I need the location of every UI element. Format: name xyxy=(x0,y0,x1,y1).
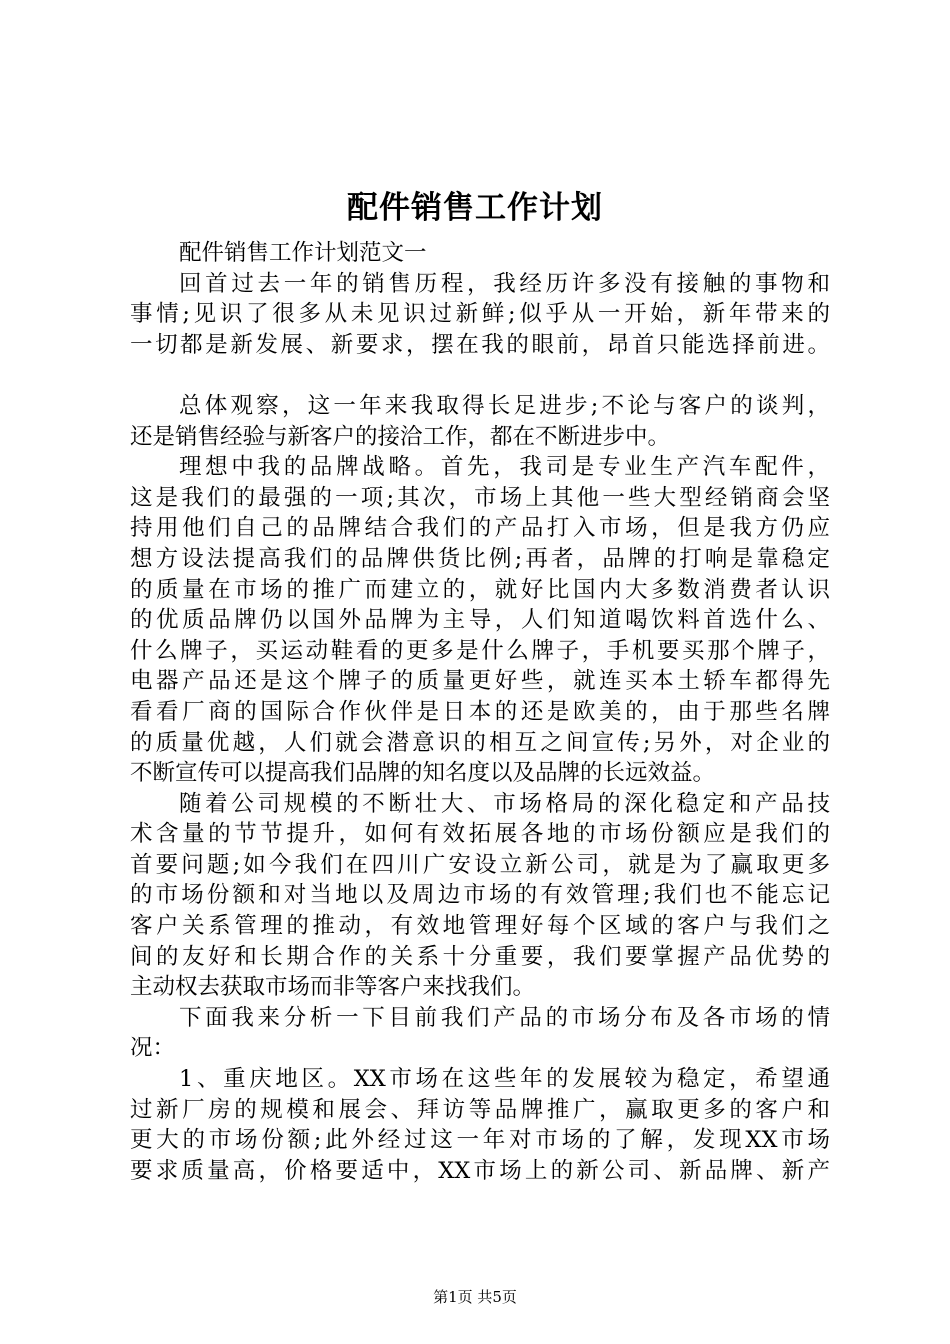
text-line: 的质量优越，人们就会潜意识的相互之间宣传;另外，对企业的 xyxy=(130,729,830,756)
text-line: 的市场份额和对当地以及周边市场的有效管理;我们也不能忘记 xyxy=(130,882,830,909)
blank-line xyxy=(130,360,830,391)
document-title: 配件销售工作计划 xyxy=(347,190,603,226)
text-line: 术含量的节节提升，如何有效拓展各地的市场份额应是我们的 xyxy=(130,821,830,848)
text-line: 况： xyxy=(130,1035,176,1062)
text-line: 要求质量高，价格要适中，XX市场上的新公司、新品牌、新产 xyxy=(130,1157,830,1184)
text-line: 下面我来分析一下目前我们产品的市场分布及各市场的情 xyxy=(179,1004,830,1031)
text-line: 一切都是新发展、新要求，摆在我的眼前，昂首只能选择前进。 xyxy=(130,331,830,358)
text-line: 总体观察，这一年来我取得长足进步;不论与客户的谈判， xyxy=(179,392,830,419)
text-line: 的优质品牌仍以国外品牌为主导，人们知道喝饮料首选什么、 xyxy=(130,607,830,634)
text-line: 想方设法提高我们的品牌供货比例;再者，品牌的打响是靠稳定 xyxy=(130,545,830,572)
text-line: 理想中我的品牌战略。首先，我司是专业生产汽车配件， xyxy=(179,454,830,481)
page-footer: 第1页 共5页 xyxy=(433,1288,517,1306)
text-line: 主动权去获取市场而非等客户来找我们。 xyxy=(130,974,536,1001)
text-line: 还是销售经验与新客户的接洽工作，都在不断进步中。 xyxy=(130,423,671,450)
text-line: 更大的市场份额;此外经过这一年对市场的了解，发现XX市场 xyxy=(130,1127,830,1154)
text-line: 看看厂商的国际合作伙伴是日本的还是欧美的，由于那些名牌 xyxy=(130,698,830,725)
text-line: 随着公司规模的不断壮大、市场格局的深化稳定和产品技 xyxy=(179,790,830,817)
text-line: 这是我们的最强的一项;其次，市场上其他一些大型经销商会坚 xyxy=(130,484,830,511)
text-line: 电器产品还是这个牌子的质量更好些，就连买本土轿车都得先 xyxy=(130,668,830,695)
text-line: 首要问题;如今我们在四川广安设立新公司，就是为了赢取更多 xyxy=(130,851,830,878)
text-line: 不断宣传可以提高我们品牌的知名度以及品牌的长远效益。 xyxy=(130,760,716,787)
text-line: 客户关系管理的推动，有效地管理好每个区域的客户与我们之 xyxy=(130,913,830,940)
text-line: 什么牌子，买运动鞋看的更多是什么牌子，手机要买那个牌子， xyxy=(130,637,830,664)
document-body xyxy=(130,238,830,1186)
text-line: 过新厂房的规模和展会、拜访等品牌推广，赢取更多的客户和 xyxy=(130,1096,830,1123)
text-line: 持用他们自己的品牌结合我们的产品打入市场，但是我方仍应 xyxy=(130,515,830,542)
text-line: 回首过去一年的销售历程，我经历许多没有接触的事物和 xyxy=(179,270,830,297)
text-line: 间的友好和长期合作的关系十分重要，我们要掌握产品优势的 xyxy=(130,943,830,970)
text-line: 的质量在市场的推广而建立的，就好比国内大多数消费者认识 xyxy=(130,576,830,603)
subtitle-line: 配件销售工作计划范文一 xyxy=(179,240,427,266)
text-line: 1、重庆地区。XX市场在这些年的发展较为稳定，希望通 xyxy=(179,1066,830,1093)
text-line: 事情;见识了很多从未见识过新鲜;似乎从一开始，新年带来的 xyxy=(130,301,830,328)
